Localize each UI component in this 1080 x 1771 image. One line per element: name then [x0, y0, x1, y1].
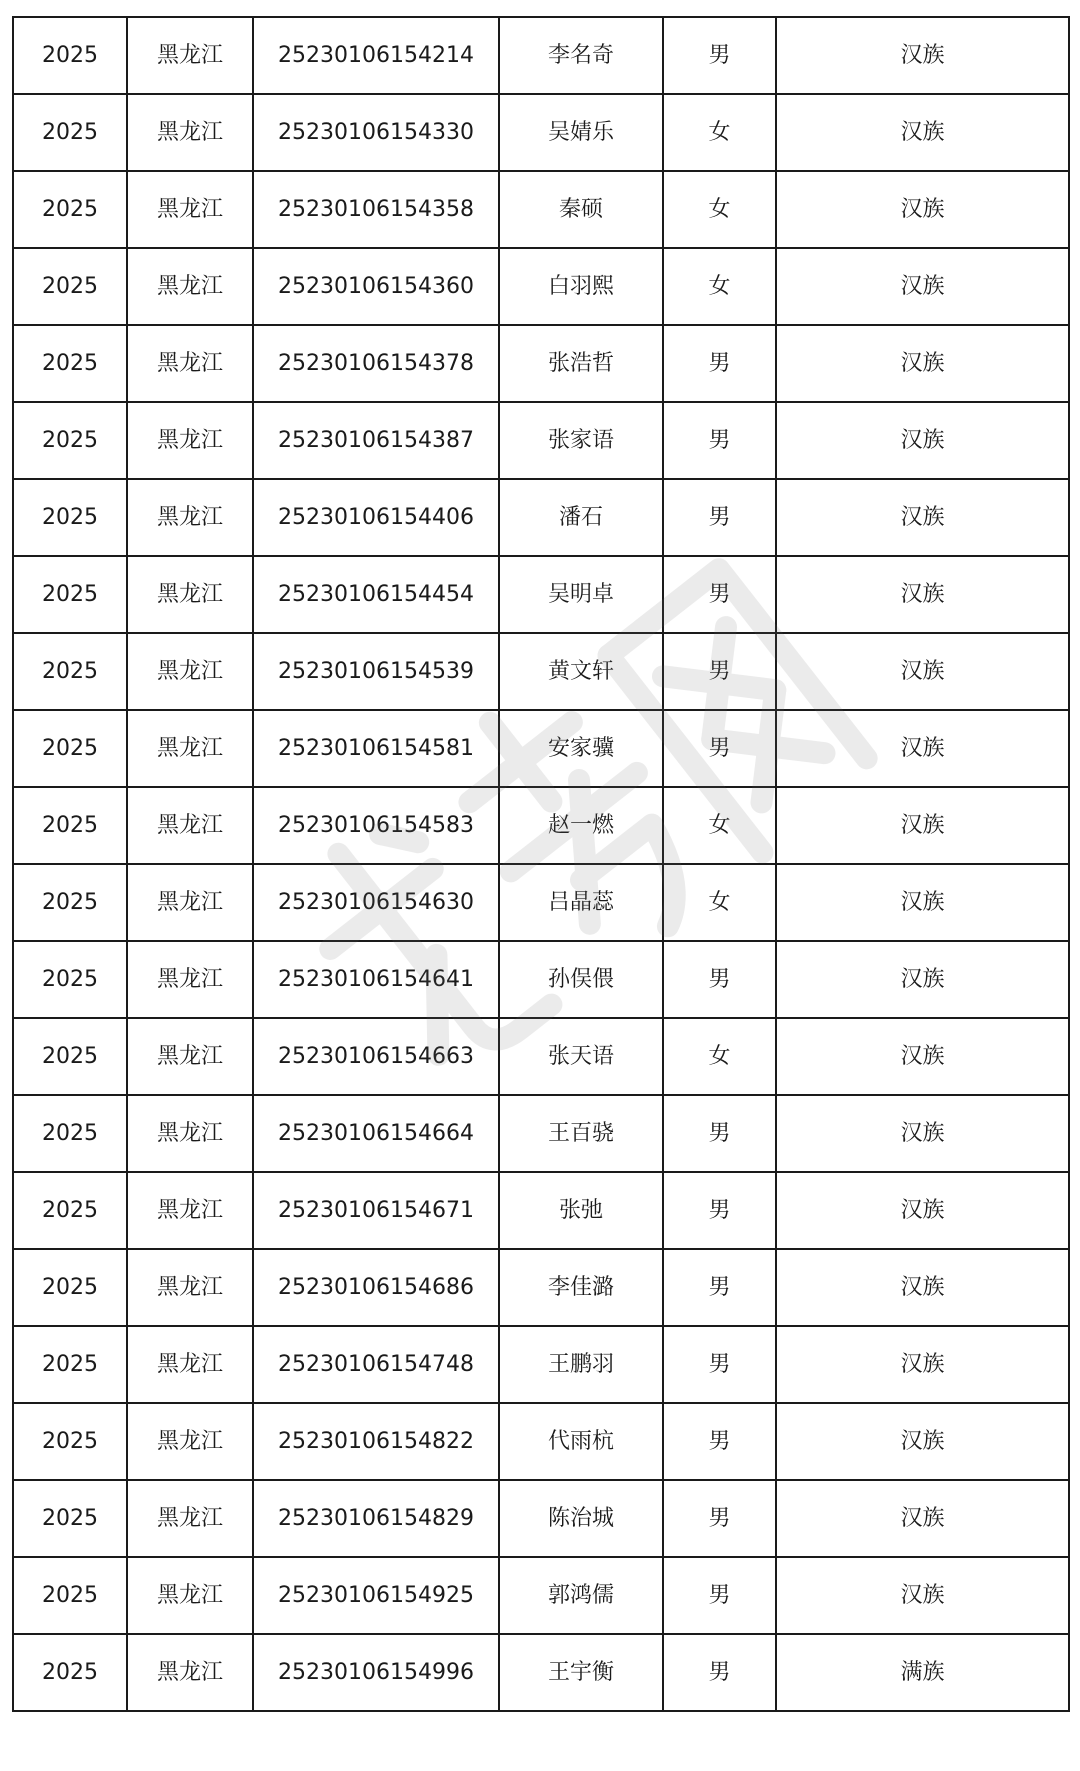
- cell-name: 代雨杭: [499, 1403, 663, 1480]
- cell-year: 2025: [13, 171, 127, 248]
- cell-gender: 男: [663, 633, 776, 710]
- cell-gender: 女: [663, 787, 776, 864]
- cell-ethnicity: 汉族: [776, 941, 1069, 1018]
- cell-gender: 女: [663, 1018, 776, 1095]
- cell-exam-number: 25230106154583: [253, 787, 499, 864]
- cell-gender: 女: [663, 864, 776, 941]
- table-row: [13, 941, 1069, 1018]
- cell-year: 2025: [13, 1557, 127, 1634]
- cell-year: 2025: [13, 248, 127, 325]
- cell-exam-number: 25230106154829: [253, 1480, 499, 1557]
- table-row: [13, 94, 1069, 171]
- cell-year: 2025: [13, 941, 127, 1018]
- cell-year: 2025: [13, 556, 127, 633]
- cell-year: 2025: [13, 1403, 127, 1480]
- cell-year: 2025: [13, 1480, 127, 1557]
- cell-province: 黑龙江: [127, 1095, 253, 1172]
- cell-ethnicity: 汉族: [776, 248, 1069, 325]
- cell-year: 2025: [13, 1095, 127, 1172]
- table-row: [13, 1095, 1069, 1172]
- cell-gender: 男: [663, 1249, 776, 1326]
- cell-ethnicity: 汉族: [776, 94, 1069, 171]
- cell-gender: 男: [663, 1326, 776, 1403]
- cell-exam-number: 25230106154664: [253, 1095, 499, 1172]
- cell-name: 王百骁: [499, 1095, 663, 1172]
- cell-province: 黑龙江: [127, 479, 253, 556]
- cell-year: 2025: [13, 787, 127, 864]
- roster-table-body: [13, 17, 1069, 1711]
- cell-name: 王鹏羽: [499, 1326, 663, 1403]
- cell-name: 张浩哲: [499, 325, 663, 402]
- table-row: [13, 787, 1069, 864]
- cell-ethnicity: 汉族: [776, 402, 1069, 479]
- table-row: [13, 1018, 1069, 1095]
- cell-exam-number: 25230106154748: [253, 1326, 499, 1403]
- cell-gender: 男: [663, 941, 776, 1018]
- cell-exam-number: 25230106154454: [253, 556, 499, 633]
- cell-ethnicity: 汉族: [776, 171, 1069, 248]
- cell-province: 黑龙江: [127, 325, 253, 402]
- cell-year: 2025: [13, 1326, 127, 1403]
- cell-province: 黑龙江: [127, 1172, 253, 1249]
- cell-province: 黑龙江: [127, 1480, 253, 1557]
- table-row: [13, 1249, 1069, 1326]
- table-row: [13, 248, 1069, 325]
- roster-table: [12, 16, 1070, 1712]
- cell-gender: 男: [663, 1557, 776, 1634]
- cell-ethnicity: 汉族: [776, 17, 1069, 94]
- cell-province: 黑龙江: [127, 1557, 253, 1634]
- cell-gender: 女: [663, 171, 776, 248]
- cell-gender: 男: [663, 1172, 776, 1249]
- roster-table-container: [12, 16, 1068, 1712]
- cell-year: 2025: [13, 94, 127, 171]
- cell-province: 黑龙江: [127, 710, 253, 787]
- cell-name: 郭鸿儒: [499, 1557, 663, 1634]
- cell-year: 2025: [13, 1172, 127, 1249]
- cell-gender: 男: [663, 1403, 776, 1480]
- cell-exam-number: 25230106154822: [253, 1403, 499, 1480]
- cell-exam-number: 25230106154214: [253, 17, 499, 94]
- cell-province: 黑龙江: [127, 1634, 253, 1711]
- cell-province: 黑龙江: [127, 402, 253, 479]
- cell-ethnicity: 汉族: [776, 1249, 1069, 1326]
- table-row: [13, 1172, 1069, 1249]
- cell-exam-number: 25230106154581: [253, 710, 499, 787]
- cell-ethnicity: 汉族: [776, 1172, 1069, 1249]
- cell-province: 黑龙江: [127, 633, 253, 710]
- cell-year: 2025: [13, 479, 127, 556]
- table-row: [13, 864, 1069, 941]
- cell-province: 黑龙江: [127, 1018, 253, 1095]
- table-row: [13, 171, 1069, 248]
- cell-ethnicity: 汉族: [776, 479, 1069, 556]
- cell-name: 潘石: [499, 479, 663, 556]
- cell-gender: 男: [663, 325, 776, 402]
- cell-ethnicity: 汉族: [776, 1403, 1069, 1480]
- cell-province: 黑龙江: [127, 1403, 253, 1480]
- cell-exam-number: 25230106154378: [253, 325, 499, 402]
- cell-gender: 男: [663, 479, 776, 556]
- cell-ethnicity: 汉族: [776, 1095, 1069, 1172]
- cell-year: 2025: [13, 633, 127, 710]
- cell-year: 2025: [13, 710, 127, 787]
- cell-exam-number: 25230106154630: [253, 864, 499, 941]
- table-row: [13, 1557, 1069, 1634]
- cell-ethnicity: 汉族: [776, 787, 1069, 864]
- cell-exam-number: 25230106154406: [253, 479, 499, 556]
- cell-year: 2025: [13, 1018, 127, 1095]
- cell-gender: 女: [663, 248, 776, 325]
- cell-year: 2025: [13, 1634, 127, 1711]
- cell-ethnicity: 汉族: [776, 864, 1069, 941]
- cell-province: 黑龙江: [127, 941, 253, 1018]
- cell-gender: 男: [663, 1095, 776, 1172]
- cell-province: 黑龙江: [127, 787, 253, 864]
- cell-ethnicity: 满族: [776, 1634, 1069, 1711]
- cell-name: 白羽熙: [499, 248, 663, 325]
- cell-name: 吕晶蕊: [499, 864, 663, 941]
- cell-exam-number: 25230106154641: [253, 941, 499, 1018]
- table-row: [13, 402, 1069, 479]
- table-row: [13, 1326, 1069, 1403]
- table-row: [13, 1480, 1069, 1557]
- cell-exam-number: 25230106154358: [253, 171, 499, 248]
- cell-exam-number: 25230106154671: [253, 1172, 499, 1249]
- cell-name: 张天语: [499, 1018, 663, 1095]
- cell-name: 黄文轩: [499, 633, 663, 710]
- cell-ethnicity: 汉族: [776, 325, 1069, 402]
- table-row: [13, 17, 1069, 94]
- cell-gender: 男: [663, 402, 776, 479]
- table-row: [13, 710, 1069, 787]
- table-row: [13, 479, 1069, 556]
- cell-gender: 男: [663, 556, 776, 633]
- cell-name: 吴婧乐: [499, 94, 663, 171]
- cell-ethnicity: 汉族: [776, 1326, 1069, 1403]
- cell-year: 2025: [13, 325, 127, 402]
- cell-name: 安家骥: [499, 710, 663, 787]
- cell-name: 李佳潞: [499, 1249, 663, 1326]
- cell-province: 黑龙江: [127, 864, 253, 941]
- cell-name: 孙俣偎: [499, 941, 663, 1018]
- cell-province: 黑龙江: [127, 1249, 253, 1326]
- cell-gender: 男: [663, 1634, 776, 1711]
- cell-exam-number: 25230106154360: [253, 248, 499, 325]
- cell-province: 黑龙江: [127, 248, 253, 325]
- cell-province: 黑龙江: [127, 1326, 253, 1403]
- cell-exam-number: 25230106154387: [253, 402, 499, 479]
- cell-name: 李名奇: [499, 17, 663, 94]
- cell-exam-number: 25230106154330: [253, 94, 499, 171]
- cell-name: 陈治城: [499, 1480, 663, 1557]
- cell-year: 2025: [13, 1249, 127, 1326]
- cell-exam-number: 25230106154996: [253, 1634, 499, 1711]
- cell-name: 张家语: [499, 402, 663, 479]
- cell-exam-number: 25230106154539: [253, 633, 499, 710]
- cell-year: 2025: [13, 17, 127, 94]
- cell-ethnicity: 汉族: [776, 633, 1069, 710]
- cell-name: 张弛: [499, 1172, 663, 1249]
- table-row: [13, 556, 1069, 633]
- cell-name: 王宇衡: [499, 1634, 663, 1711]
- cell-ethnicity: 汉族: [776, 1480, 1069, 1557]
- cell-name: 秦硕: [499, 171, 663, 248]
- cell-province: 黑龙江: [127, 94, 253, 171]
- cell-year: 2025: [13, 864, 127, 941]
- cell-exam-number: 25230106154925: [253, 1557, 499, 1634]
- cell-province: 黑龙江: [127, 17, 253, 94]
- cell-exam-number: 25230106154663: [253, 1018, 499, 1095]
- cell-gender: 女: [663, 94, 776, 171]
- cell-province: 黑龙江: [127, 556, 253, 633]
- cell-name: 赵一燃: [499, 787, 663, 864]
- table-row: [13, 325, 1069, 402]
- cell-province: 黑龙江: [127, 171, 253, 248]
- cell-year: 2025: [13, 402, 127, 479]
- cell-ethnicity: 汉族: [776, 710, 1069, 787]
- table-row: [13, 633, 1069, 710]
- cell-ethnicity: 汉族: [776, 556, 1069, 633]
- cell-ethnicity: 汉族: [776, 1557, 1069, 1634]
- table-row: [13, 1634, 1069, 1711]
- table-row: [13, 1403, 1069, 1480]
- cell-gender: 男: [663, 710, 776, 787]
- cell-gender: 男: [663, 1480, 776, 1557]
- cell-ethnicity: 汉族: [776, 1018, 1069, 1095]
- cell-gender: 男: [663, 17, 776, 94]
- cell-name: 吴明卓: [499, 556, 663, 633]
- cell-exam-number: 25230106154686: [253, 1249, 499, 1326]
